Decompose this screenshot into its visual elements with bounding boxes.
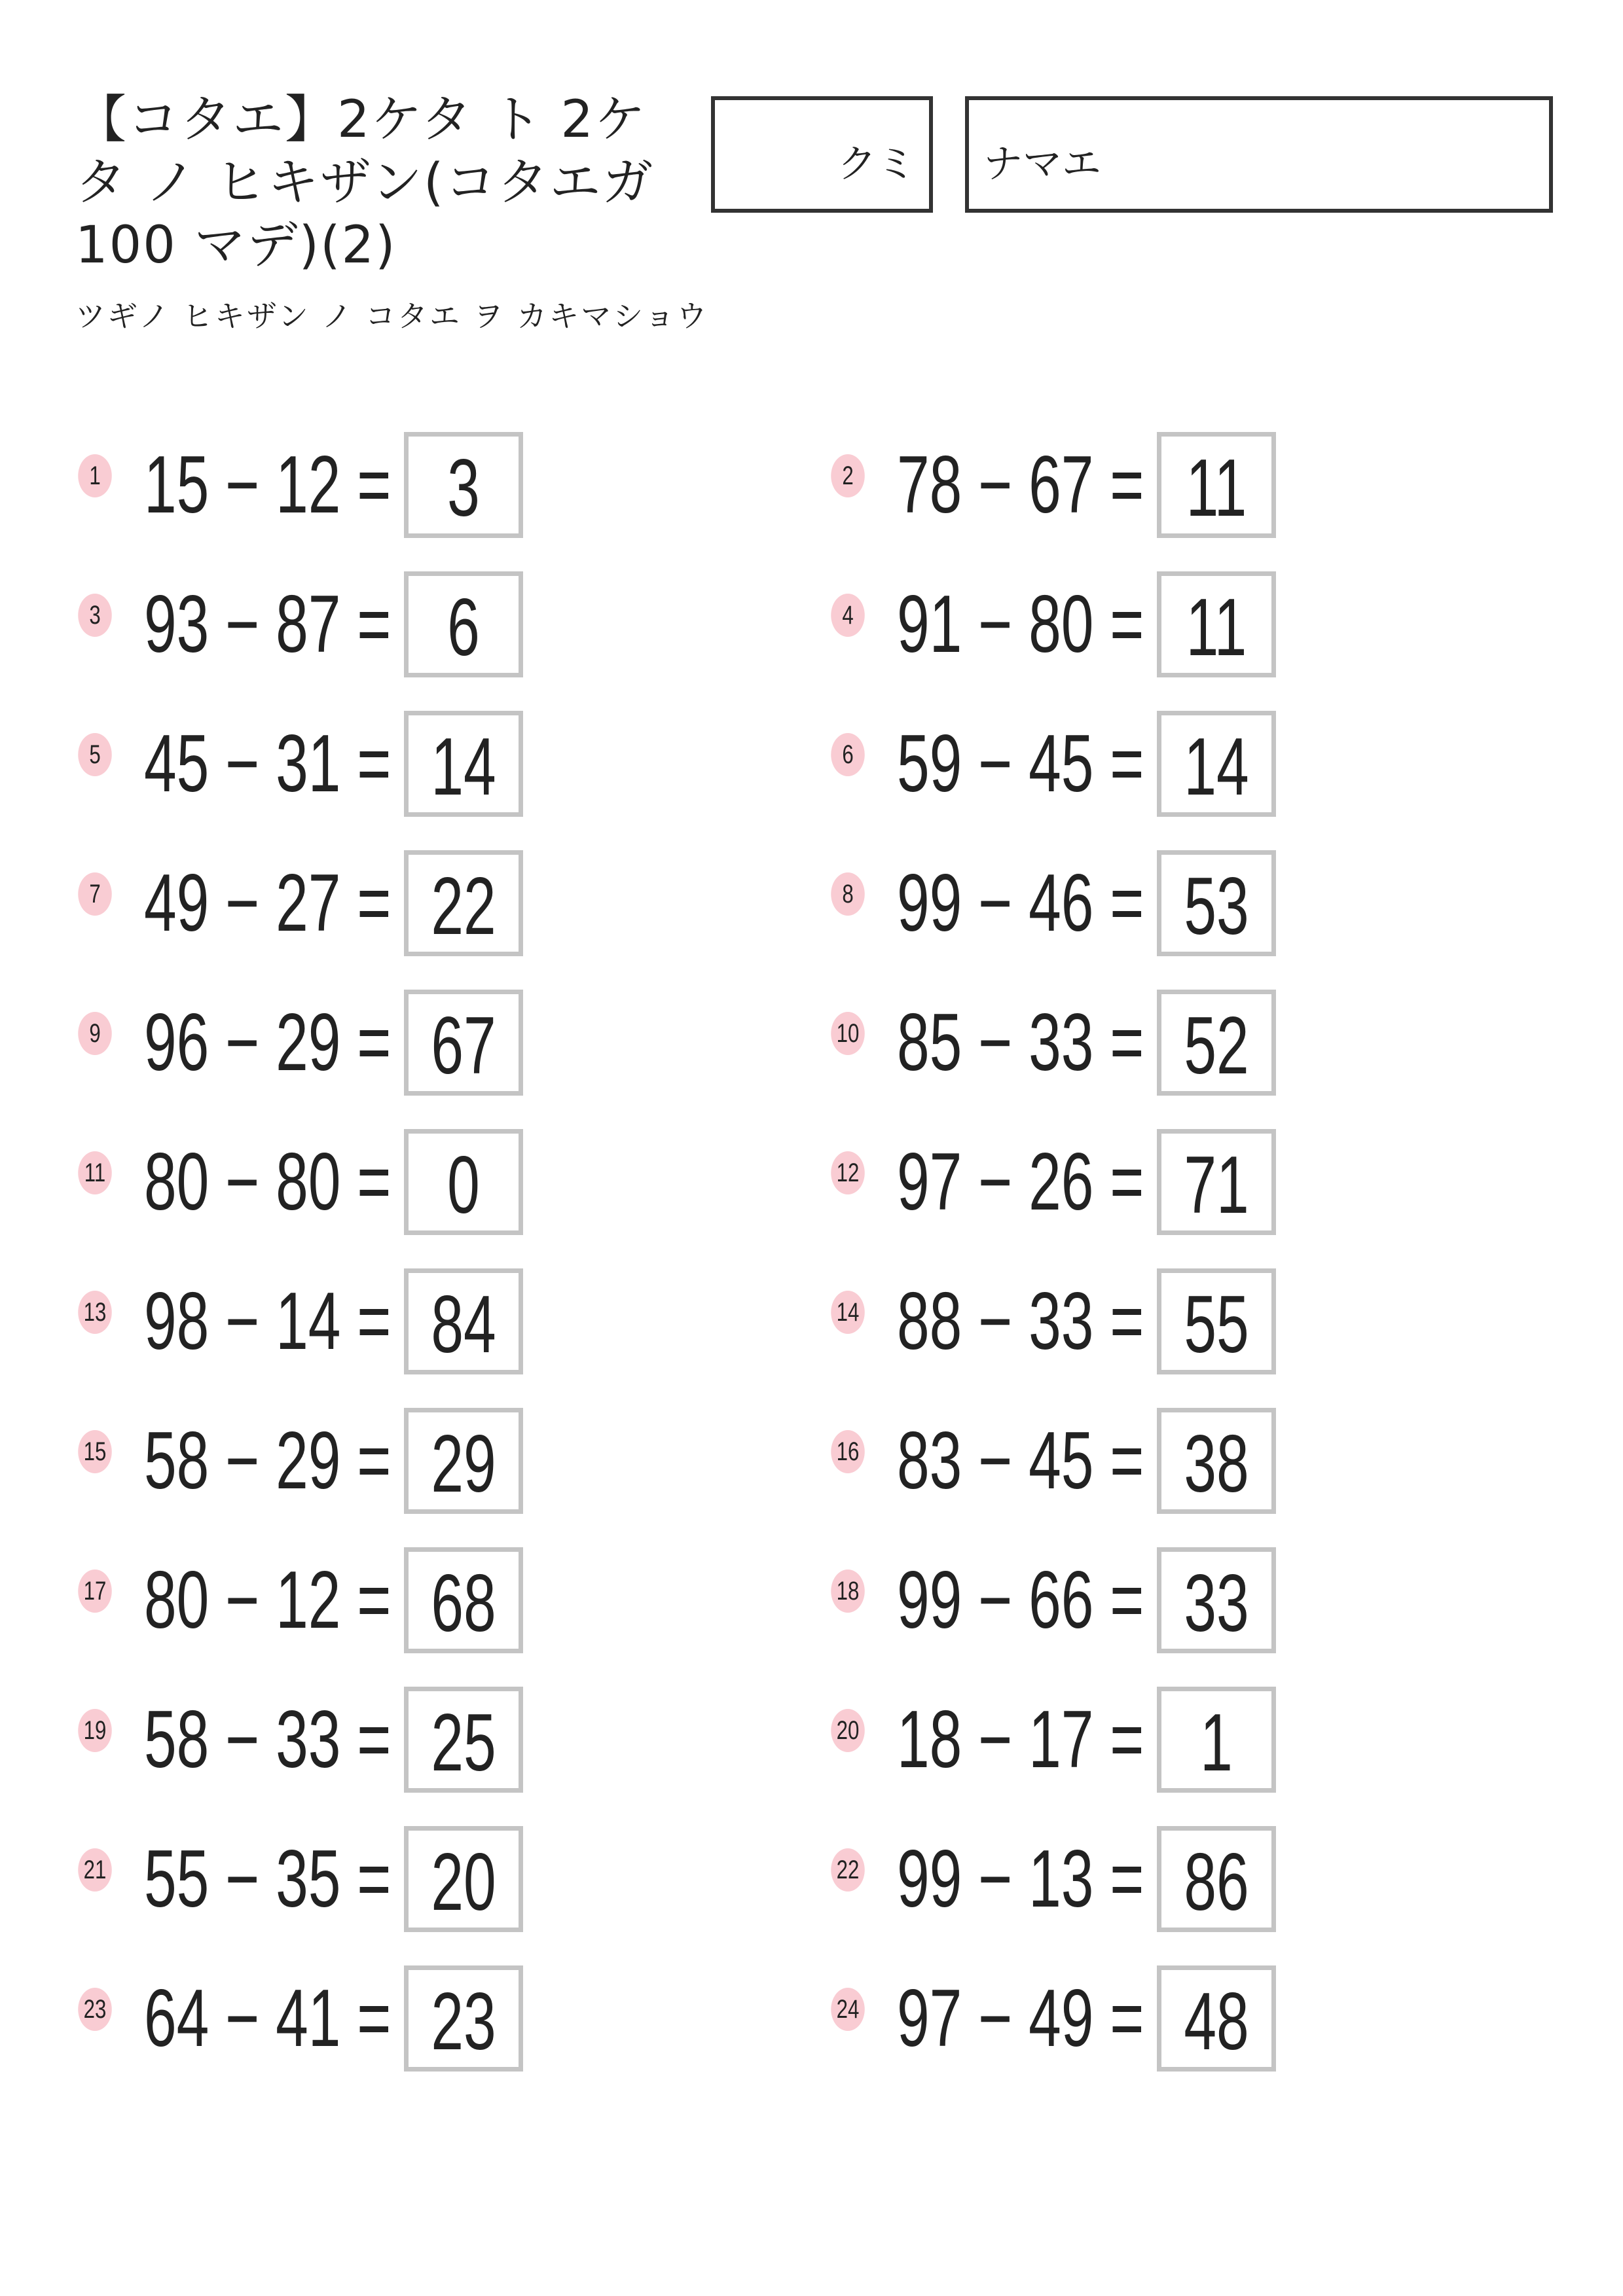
answer-box[interactable] (1157, 711, 1276, 817)
problem-number-badge: 8 (831, 872, 864, 916)
answer-value: 68 (431, 1558, 496, 1649)
answer-value: 11 (1186, 583, 1247, 673)
subtrahend: 35 (276, 1834, 341, 1924)
problem-expression (897, 1272, 1144, 1371)
answer-box[interactable] (1157, 1408, 1276, 1514)
problem-number-badge: 12 (831, 1151, 864, 1194)
answer-value: 14 (1184, 722, 1249, 812)
minus-sign: − (209, 579, 276, 670)
subtrahend: 13 (1029, 1834, 1094, 1924)
problem-expression (144, 575, 392, 673)
minuend: 85 (897, 997, 962, 1088)
equals-sign: = (1093, 579, 1144, 670)
answer-box[interactable] (1157, 850, 1276, 956)
subtrahend: 33 (1029, 1276, 1094, 1367)
minus-sign: − (962, 440, 1029, 530)
minuend: 97 (897, 1137, 962, 1227)
minus-sign: − (962, 719, 1029, 809)
equals-sign: = (340, 1695, 392, 1785)
minus-sign: − (209, 1137, 276, 1227)
answer-value: 0 (447, 1140, 480, 1230)
answer-box[interactable] (1157, 571, 1276, 677)
problem-number-badge: 11 (78, 1151, 111, 1194)
subtrahend: 26 (1029, 1137, 1094, 1227)
equals-sign: = (1093, 440, 1144, 530)
problem-expression (897, 1551, 1144, 1649)
equals-sign: = (340, 579, 392, 670)
minus-sign: − (962, 1834, 1029, 1924)
class-field[interactable] (711, 96, 933, 213)
problem-number-badge: 23 (78, 1988, 111, 2031)
answer-box[interactable] (404, 1129, 523, 1235)
answer-box[interactable] (404, 432, 523, 538)
minus-sign: − (209, 1416, 276, 1506)
problem-number-badge: 19 (78, 1709, 111, 1752)
problem-number-badge: 13 (78, 1291, 111, 1334)
equals-sign: = (340, 858, 392, 948)
subtrahend: 45 (1029, 719, 1094, 809)
minuend: 49 (144, 858, 210, 948)
problem-expression (897, 575, 1144, 673)
answer-value: 29 (431, 1419, 496, 1509)
problem-expression (897, 1412, 1144, 1510)
problem-expression (897, 1830, 1144, 1928)
problem-number-badge: 6 (831, 733, 864, 776)
answer-box[interactable] (1157, 1826, 1276, 1932)
subtrahend: 45 (1029, 1416, 1094, 1506)
subtrahend: 12 (276, 440, 341, 530)
equals-sign: = (1093, 1416, 1144, 1506)
minuend: 80 (144, 1555, 210, 1645)
answer-box[interactable] (404, 1268, 523, 1374)
minuend: 64 (144, 1973, 210, 2064)
answer-box[interactable] (404, 711, 523, 817)
answer-value: 33 (1184, 1558, 1249, 1649)
problem-number-badge: 2 (831, 454, 864, 497)
answer-value: 84 (431, 1280, 496, 1370)
answer-box[interactable] (404, 850, 523, 956)
problem-number-badge: 3 (78, 594, 111, 637)
minus-sign: − (209, 858, 276, 948)
answer-box[interactable] (1157, 1965, 1276, 2072)
minus-sign: − (962, 1416, 1029, 1506)
problem-expression (144, 994, 392, 1092)
minuend: 97 (897, 1973, 962, 2064)
problem-expression (144, 1412, 392, 1510)
problem-number-badge: 15 (78, 1430, 111, 1473)
answer-box[interactable] (1157, 432, 1276, 538)
equals-sign: = (1093, 719, 1144, 809)
equals-sign: = (340, 1973, 392, 2064)
equals-sign: = (1093, 858, 1144, 948)
subtrahend: 12 (276, 1555, 341, 1645)
minuend: 91 (897, 579, 962, 670)
answer-value: 1 (1200, 1698, 1233, 1788)
answer-box[interactable] (404, 1687, 523, 1793)
minus-sign: − (962, 1695, 1029, 1785)
subtrahend: 49 (1029, 1973, 1094, 2064)
problem-expression (144, 1969, 392, 2068)
minus-sign: − (209, 440, 276, 530)
problem-number-badge: 1 (78, 454, 111, 497)
answer-box[interactable] (404, 1547, 523, 1653)
minuend: 45 (144, 719, 210, 809)
answer-value: 11 (1186, 443, 1247, 533)
subtrahend: 80 (1029, 579, 1094, 670)
minus-sign: − (209, 1973, 276, 2064)
subtrahend: 31 (276, 719, 341, 809)
equals-sign: = (340, 440, 392, 530)
minus-sign: − (962, 1137, 1029, 1227)
problem-number-badge: 20 (831, 1709, 864, 1752)
answer-value: 3 (447, 443, 480, 533)
problem-expression (897, 436, 1144, 534)
problem-expression (144, 436, 392, 534)
answer-box[interactable] (1157, 1687, 1276, 1793)
minuend: 59 (897, 719, 962, 809)
minus-sign: − (962, 579, 1029, 670)
minuend: 93 (144, 579, 210, 670)
problem-number-badge: 4 (831, 594, 864, 637)
answer-box[interactable] (404, 1408, 523, 1514)
minuend: 88 (897, 1276, 962, 1367)
minus-sign: − (962, 858, 1029, 948)
problem-number-badge: 7 (78, 872, 111, 916)
subtrahend: 17 (1029, 1695, 1094, 1785)
minuend: 83 (897, 1416, 962, 1506)
equals-sign: = (340, 997, 392, 1088)
equals-sign: = (1093, 1834, 1144, 1924)
problem-expression (897, 715, 1144, 813)
subtrahend: 29 (276, 997, 341, 1088)
problem-number-badge: 9 (78, 1012, 111, 1055)
problem-number-badge: 24 (831, 1988, 864, 2031)
problem-expression (897, 854, 1144, 952)
problem-expression (897, 1969, 1144, 2068)
subtrahend: 46 (1029, 858, 1094, 948)
answer-value: 14 (431, 722, 496, 812)
minuend: 78 (897, 440, 962, 530)
class-label: クミ (837, 141, 916, 187)
subtrahend: 80 (276, 1137, 341, 1227)
answer-box[interactable] (1157, 1547, 1276, 1653)
minus-sign: − (962, 1555, 1029, 1645)
minuend: 99 (897, 858, 962, 948)
equals-sign: = (1093, 997, 1144, 1088)
answer-value: 25 (431, 1698, 496, 1788)
equals-sign: = (1093, 1276, 1144, 1367)
subtrahend: 87 (276, 579, 341, 670)
problem-expression (144, 854, 392, 952)
answer-box[interactable] (404, 990, 523, 1096)
name-field[interactable] (965, 96, 1553, 213)
minuend: 15 (144, 440, 210, 530)
problem-number-badge: 10 (831, 1012, 864, 1055)
problem-number-badge: 17 (78, 1570, 111, 1613)
answer-value: 20 (431, 1837, 496, 1928)
minuend: 99 (897, 1834, 962, 1924)
problem-expression (144, 1551, 392, 1649)
equals-sign: = (340, 1276, 392, 1367)
equals-sign: = (1093, 1555, 1144, 1645)
problem-number-badge: 18 (831, 1570, 864, 1613)
equals-sign: = (340, 719, 392, 809)
minus-sign: − (962, 1276, 1029, 1367)
problem-number-badge: 5 (78, 733, 111, 776)
problem-expression (144, 1272, 392, 1371)
answer-value: 52 (1184, 1001, 1249, 1091)
equals-sign: = (1093, 1973, 1144, 2064)
answer-box[interactable] (404, 1826, 523, 1932)
subtrahend: 67 (1029, 440, 1094, 530)
equals-sign: = (1093, 1137, 1144, 1227)
answer-value: 53 (1184, 861, 1249, 952)
minuend: 55 (144, 1834, 210, 1924)
answer-value: 23 (431, 1977, 496, 2067)
minus-sign: − (209, 997, 276, 1088)
subtrahend: 14 (276, 1276, 341, 1367)
name-label: ナマエ (983, 141, 1101, 187)
minus-sign: − (962, 997, 1029, 1088)
answer-value: 67 (431, 1001, 496, 1091)
answer-value: 71 (1184, 1140, 1249, 1230)
answer-value: 48 (1184, 1977, 1249, 2067)
answer-box[interactable] (404, 1965, 523, 2072)
minus-sign: − (209, 1555, 276, 1645)
problem-number-badge: 21 (78, 1848, 111, 1892)
problem-number-badge: 16 (831, 1430, 864, 1473)
answer-box[interactable] (1157, 1129, 1276, 1235)
problem-expression (144, 1133, 392, 1231)
answer-box[interactable] (1157, 990, 1276, 1096)
problem-number-badge: 14 (831, 1291, 864, 1334)
equals-sign: = (340, 1834, 392, 1924)
answer-box[interactable] (404, 571, 523, 677)
minus-sign: − (209, 1834, 276, 1924)
problem-expression (144, 1691, 392, 1789)
minuend: 58 (144, 1695, 210, 1785)
minuend: 58 (144, 1416, 210, 1506)
subtrahend: 33 (1029, 997, 1094, 1088)
equals-sign: = (340, 1555, 392, 1645)
answer-value: 22 (431, 861, 496, 952)
minuend: 99 (897, 1555, 962, 1645)
problem-expression (144, 715, 392, 813)
answer-box[interactable] (1157, 1268, 1276, 1374)
subtrahend: 27 (276, 858, 341, 948)
equals-sign: = (340, 1137, 392, 1227)
minus-sign: − (209, 1276, 276, 1367)
problem-number-badge: 22 (831, 1848, 864, 1892)
minus-sign: − (962, 1973, 1029, 2064)
answer-value: 38 (1184, 1419, 1249, 1509)
subtrahend: 41 (276, 1973, 341, 2064)
minuend: 98 (144, 1276, 210, 1367)
answer-value: 6 (447, 583, 480, 673)
minuend: 80 (144, 1137, 210, 1227)
minuend: 18 (897, 1695, 962, 1785)
answer-value: 55 (1184, 1280, 1249, 1370)
subtrahend: 29 (276, 1416, 341, 1506)
equals-sign: = (340, 1416, 392, 1506)
subtrahend: 66 (1029, 1555, 1094, 1645)
problem-expression (144, 1830, 392, 1928)
answer-value: 86 (1184, 1837, 1249, 1928)
problem-expression (897, 1133, 1144, 1231)
minus-sign: − (209, 1695, 276, 1785)
equals-sign: = (1093, 1695, 1144, 1785)
problem-expression (897, 994, 1144, 1092)
instruction-text: ツギノ ヒキザン ノ コタエ ヲ カキマショウ (75, 298, 709, 334)
minus-sign: − (209, 719, 276, 809)
subtrahend: 33 (276, 1695, 341, 1785)
problem-expression (897, 1691, 1144, 1789)
worksheet-title: 【コタエ】2ケタ ト 2ケタ ノ ヒキザン(コタエガ 100 マデ)(2) (75, 90, 655, 275)
minuend: 96 (144, 997, 210, 1088)
